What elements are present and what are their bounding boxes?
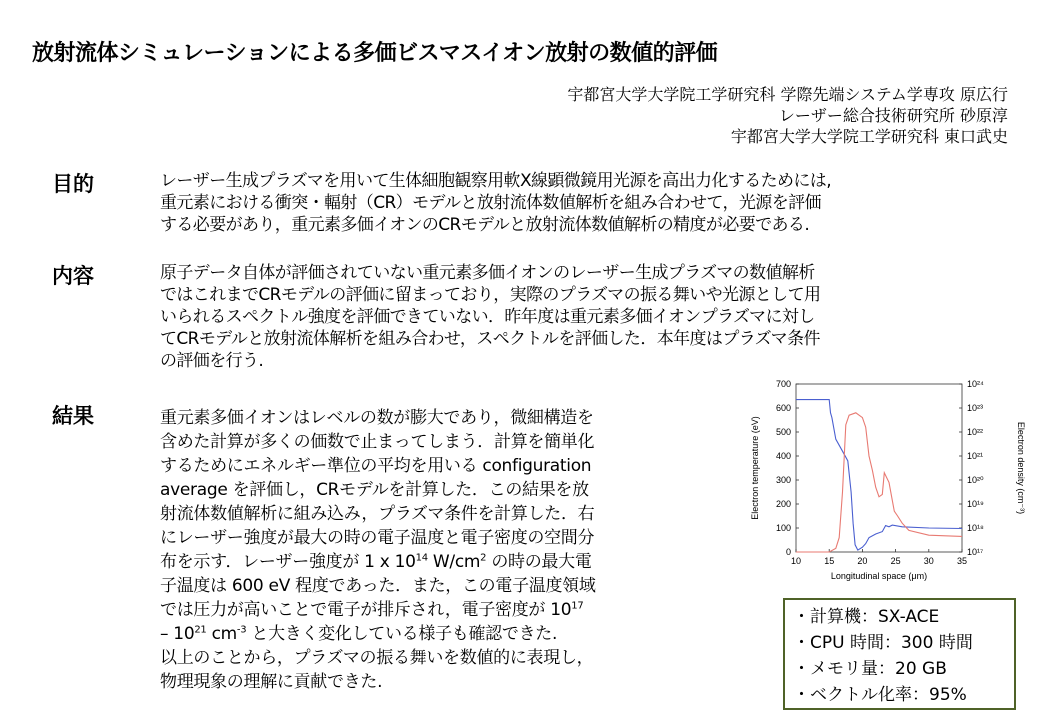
superscript: 14 xyxy=(415,552,428,564)
text-line xyxy=(160,598,596,622)
text-line: するためにエネルギー準位の平均を用いる configuration xyxy=(160,456,592,476)
y2-tick-label: 10²⁴ xyxy=(967,379,984,389)
author-line: 宇都宮大学大学院工学研究科 学際先端システム学専攻 原広行 xyxy=(567,85,1008,104)
text-line: する必要があり，重元素多価イオンのCRモデルと放射流体数値解析の精度が必要である. xyxy=(160,215,810,235)
text-fragment: と大きく変化している様子も確認できた. xyxy=(246,624,558,644)
superscript: 17 xyxy=(571,600,584,612)
y-tick-label: 700 xyxy=(775,379,791,389)
y-tick-label: 300 xyxy=(775,475,791,485)
text-line: ではこれまでCRモデルの評価に留まっており，実際のプラズマの振る舞いや光源として用 xyxy=(160,285,821,305)
x-tick-label: 15 xyxy=(824,556,835,566)
text-line: 原子データ自体が評価されていない重元素多価イオンのレーザー生成プラズマの数値解析 xyxy=(160,263,815,283)
result-text xyxy=(160,406,596,694)
x-axis-label: Longitudinal space (μm) xyxy=(830,571,928,581)
text-line: 重元素多価イオンはレベルの数が膨大であり，微細構造を xyxy=(160,408,594,428)
text-line: いられるスペクトル強度を評価できていない．昨年度は重元素多価イオンプラズマに対し xyxy=(160,307,815,327)
y2-tick-label: 10¹⁸ xyxy=(967,523,984,533)
y-tick-label: 400 xyxy=(775,451,791,461)
x-tick-label: 20 xyxy=(857,556,868,566)
author-line: 宇都宮大学大学院工学研究科 東口武史 xyxy=(730,127,1008,146)
text-line: レーザー生成プラズマを用いて生体細胞観察用軟X線顕微鏡用光源を高出力化するためには, xyxy=(160,171,831,191)
text-line: の評価を行う. xyxy=(160,351,264,371)
text-fragment: の時の最大電 xyxy=(486,552,592,572)
x-tick-label: 35 xyxy=(956,556,968,566)
x-tick-label: 30 xyxy=(923,556,934,566)
page-title: 放射流体シミュレーションによる多価ビスマスイオン放射の数値的評価 xyxy=(32,41,718,66)
y-axis-label: Electron temperature (eV) xyxy=(750,416,760,520)
y2-tick-label: 10²⁰ xyxy=(967,475,984,485)
x-tick-label: 25 xyxy=(890,556,901,566)
temperature-series-line xyxy=(796,400,962,550)
content-text xyxy=(160,262,820,372)
temperature-density-chart xyxy=(728,372,1040,584)
text-line: 子温度は 600 eV 程度であった．また，この電子温度領域 xyxy=(160,576,596,596)
author-list xyxy=(567,84,1008,147)
info-item: ・メモリ量：20 GB xyxy=(793,659,947,679)
text-fragment: 布を示す．レーザー強度が 1 x 10 xyxy=(160,552,416,572)
y-tick-label: 500 xyxy=(775,427,791,437)
y2-tick-label: 10²² xyxy=(967,427,984,437)
superscript: -3 xyxy=(236,624,247,636)
compute-info-box xyxy=(783,598,1016,710)
y2-axis-label: Electron density (cm⁻³) xyxy=(1016,421,1026,515)
content-heading: 内容 xyxy=(52,264,94,288)
text-line: てCRモデルと放射流体解析を組み合わせ，スペクトルを評価した．本年度はプラズマ条件 xyxy=(160,329,820,349)
y-tick-label: 200 xyxy=(775,499,791,509)
text-line xyxy=(160,550,596,574)
text-line: にレーザー強度が最大の時の電子温度と電子密度の空間分 xyxy=(160,528,595,548)
author-line: レーザー総合技術研究所 砂原淳 xyxy=(778,106,1008,125)
text-line xyxy=(160,622,596,646)
y-tick-label: 100 xyxy=(775,523,791,533)
density-series-line xyxy=(796,413,962,552)
text-line: average を評価し，CRモデルを計算した．この結果を放 xyxy=(160,480,589,500)
purpose-text xyxy=(160,170,831,236)
text-fragment: では圧力が高いことで電子が排斥され，電子密度が 10 xyxy=(160,600,572,620)
info-item: ・CPU 時間：300 時間 xyxy=(793,633,973,653)
text-fragment: cm xyxy=(206,624,237,644)
y2-tick-label: 10²³ xyxy=(967,403,984,413)
text-line: 物理現象の理解に貢献できた. xyxy=(160,672,383,692)
text-fragment: W/cm xyxy=(427,552,481,572)
y2-tick-label: 10¹⁹ xyxy=(967,499,984,509)
x-tick-label: 10 xyxy=(790,556,802,566)
info-item: ・ベクトル化率：95% xyxy=(793,685,967,705)
y2-tick-label: 10¹⁷ xyxy=(967,547,984,557)
text-fragment: – 10 xyxy=(160,624,195,644)
result-heading: 結果 xyxy=(52,404,94,428)
y2-tick-label: 10²¹ xyxy=(967,451,984,461)
superscript: 2 xyxy=(480,552,487,564)
text-line: 重元素における衝突・輻射（CR）モデルと放射流体数値解析を組み合わせて，光源を評価 xyxy=(160,193,821,213)
text-line: 射流体数値解析に組み込み，プラズマ条件を計算した．右 xyxy=(160,504,595,524)
superscript: 21 xyxy=(194,624,207,636)
plot-frame xyxy=(796,384,962,552)
purpose-heading: 目的 xyxy=(52,172,94,196)
y-tick-label: 600 xyxy=(775,403,791,413)
info-item: ・計算機：SX-ACE xyxy=(793,607,940,627)
text-line: 以上のことから，プラズマの振る舞いを数値的に表現し， xyxy=(160,648,594,668)
y-tick-label: 0 xyxy=(785,547,791,557)
text-line: 含めた計算が多くの価数で止まってしまう．計算を簡単化 xyxy=(160,432,595,452)
